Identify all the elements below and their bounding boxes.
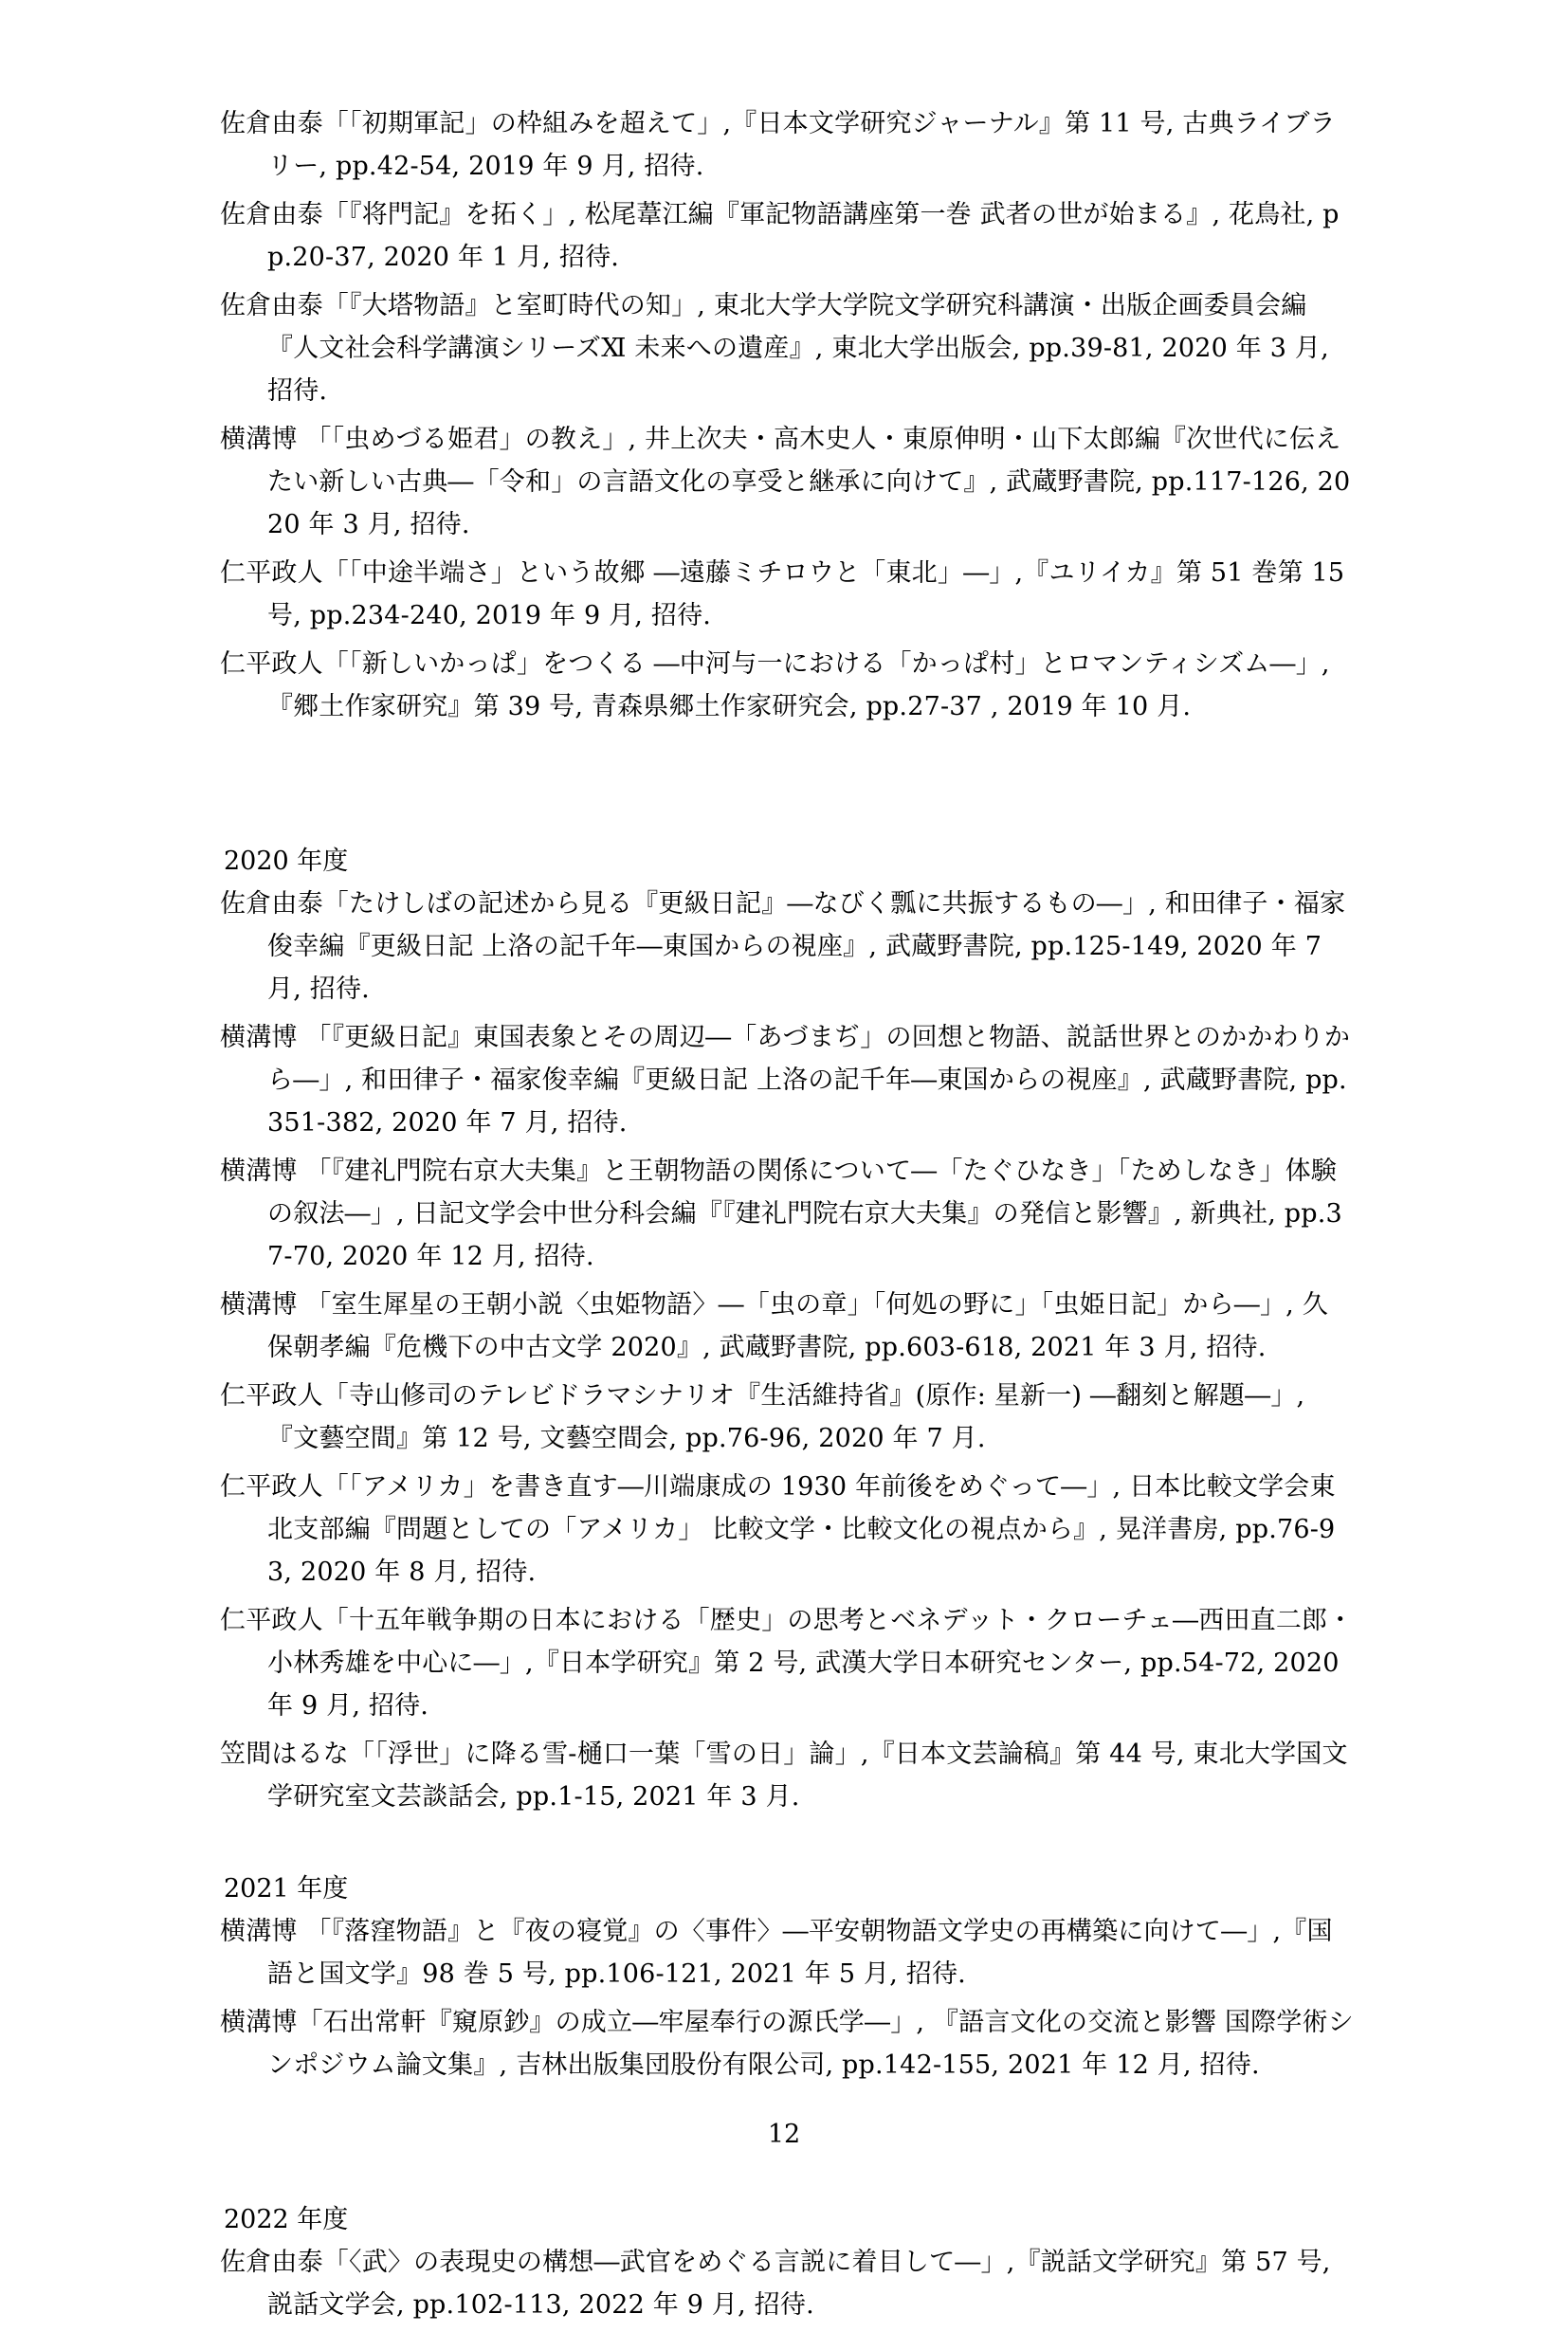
publication-entry: 佐倉由泰「〈武〉の表現史の構想―武官をめぐる言説に着目して―」,『説話文学研究』第 57 号, 説話文学会, pp.102-113, 2022 年 9 月, 招待. <box>220 2248 1331 2320</box>
publication-entry: 仁平政人「寺山修司のテレビドラマシナリオ『生活維持省』(原作: 星新一) ―翻刻と解題―」,『文藝空間』第 12 号, 文藝空間会, pp.76-96, 2020 年 7 月. <box>220 1381 1305 1453</box>
publication-entry: 横溝博 「「虫めづる姫君」の教え」, 井上次夫・高木史人・東原伸明・山下太郎編『次世代に伝えたい新しい古典―「令和」の言語文化の享受と継承に向けて』, 武蔵野書院, pp.117-126, 2020 年 3 月, 招待. <box>220 425 1351 539</box>
publication-entry: 横溝博 「室生犀星の王朝小説〈虫姫物語〉―「虫の章」「何処の野に」「虫姫日記」から―」, 久保朝孝編『危機下の中古文学 2020』, 武蔵野書院, pp.603-618, 2021 年 3 月, 招待. <box>220 1290 1328 1362</box>
entry-list-top <box>220 102 1354 728</box>
publication-entry: 笠間はるな「「浮世」に降る雪-樋口一葉「雪の日」論」,『日本文芸論稿』第 44 号, 東北大学国文学研究室文芸談話会, pp.1-15, 2021 年 3 月. <box>220 1740 1348 1812</box>
year-heading: 2022 年度 <box>224 2205 349 2234</box>
document-body <box>220 102 1354 2332</box>
publication-entry: 仁平政人「「新しいかっぱ」をつくる ―中河与一における「かっぱ村」とロマンティシズム―」,『郷土作家研究』第 39 号, 青森県郷土作家研究会, pp.27-37 , 2019 年 10 月. <box>220 649 1330 721</box>
section-2021 <box>220 1867 1354 2086</box>
publication-entry: 仁平政人「十五年戦争期の日本における「歴史」の思考とベネデット・クローチェ―西田直二郎・小林秀雄を中心に―」,『日本学研究』第 2 号, 武漢大学日本研究センター, pp.54-72, 2020 年 9 月, 招待. <box>220 1606 1354 1721</box>
publication-entry: 仁平政人「「中途半端さ」という故郷 ―遠藤ミチロウと「東北」―」,『ユリイカ』第 51 巻第 15 号, pp.234-240, 2019 年 9 月, 招待. <box>220 558 1345 630</box>
section-2020 <box>220 840 1354 1818</box>
section-spacer <box>220 734 1354 840</box>
publication-entry: 佐倉由泰「「初期軍記」の枠組みを超えて」,『日本文学研究ジャーナル』第 11 号, 古典ライブラリー, pp.42-54, 2019 年 9 月, 招待. <box>220 109 1336 181</box>
publication-entry: 横溝博 「『更級日記』東国表象とその周辺―「あづまぢ」の回想と物語、説話世界とのかかわりから―」, 和田律子・福家俊幸編『更級日記 上洛の記千年―東国からの視座』, 武蔵野書院, pp.351-382, 2020 年 7 月, 招待. <box>220 1023 1351 1138</box>
publication-entry: 横溝博 「『落窪物語』と『夜の寝覚』の〈事件〉―平安朝物語文学史の再構築に向けて―」,『国語と国文学』98 巻 5 号, pp.106-121, 2021 年 5 月, 招待. <box>220 1917 1333 1989</box>
publication-entry: 横溝博 「『建礼門院右京大夫集』と王朝物語の関係について―「たぐひなき」「ためしなき」体験の叙法―」, 日記文学会中世分科会編『『建礼門院右京大夫集』の発信と影響』, 新典社, pp.37-70, 2020 年 12 月, 招待. <box>220 1157 1342 1271</box>
year-heading: 2021 年度 <box>224 1874 349 1904</box>
section-2022 <box>220 2198 1354 2326</box>
publication-entry: 仁平政人「「アメリカ」を書き直す―川端康成の 1930 年前後をめぐって―」, 日本比較文学会東北支部編『問題としての「アメリカ」 比較文学・比較文化の視点から』, 晃洋書房, pp.76-93, 2020 年 8 月, 招待. <box>220 1472 1336 1587</box>
page-number: 12 <box>767 2120 801 2149</box>
publication-entry: 横溝博「石出常軒『窺原鈔』の成立―牢屋奉行の源氏学―」, 『語言文化の交流と影響 国際学術シンポジウム論文集』, 吉林出版集団股份有限公司, pp.142-155, 2021 年 12 月, 招待. <box>220 2008 1354 2080</box>
publication-entry: 佐倉由泰「『大塔物語』と室町時代の知」, 東北大学大学院文学研究科講演・出版企画委員会編『人文社会科学講演シリーズⅪ 未来への遺産』, 東北大学出版会, pp.39-81, 2020 年 3 月, 招待. <box>220 291 1329 406</box>
publication-entry: 佐倉由泰「『将門記』を拓く」, 松尾葦江編『軍記物語講座第一巻 武者の世が始まる』, 花鳥社, pp.20-37, 2020 年 1 月, 招待. <box>220 200 1340 272</box>
year-heading: 2020 年度 <box>224 847 349 876</box>
publication-entry: 佐倉由泰「たけしばの記述から見る『更級日記』―なびく瓢に共振するもの―」, 和田律子・福家俊幸編『更級日記 上洛の記千年―東国からの視座』, 武蔵野書院, pp.125-149, 2020 年 7 月, 招待. <box>220 889 1346 1004</box>
section-spacer <box>220 1824 1354 1867</box>
